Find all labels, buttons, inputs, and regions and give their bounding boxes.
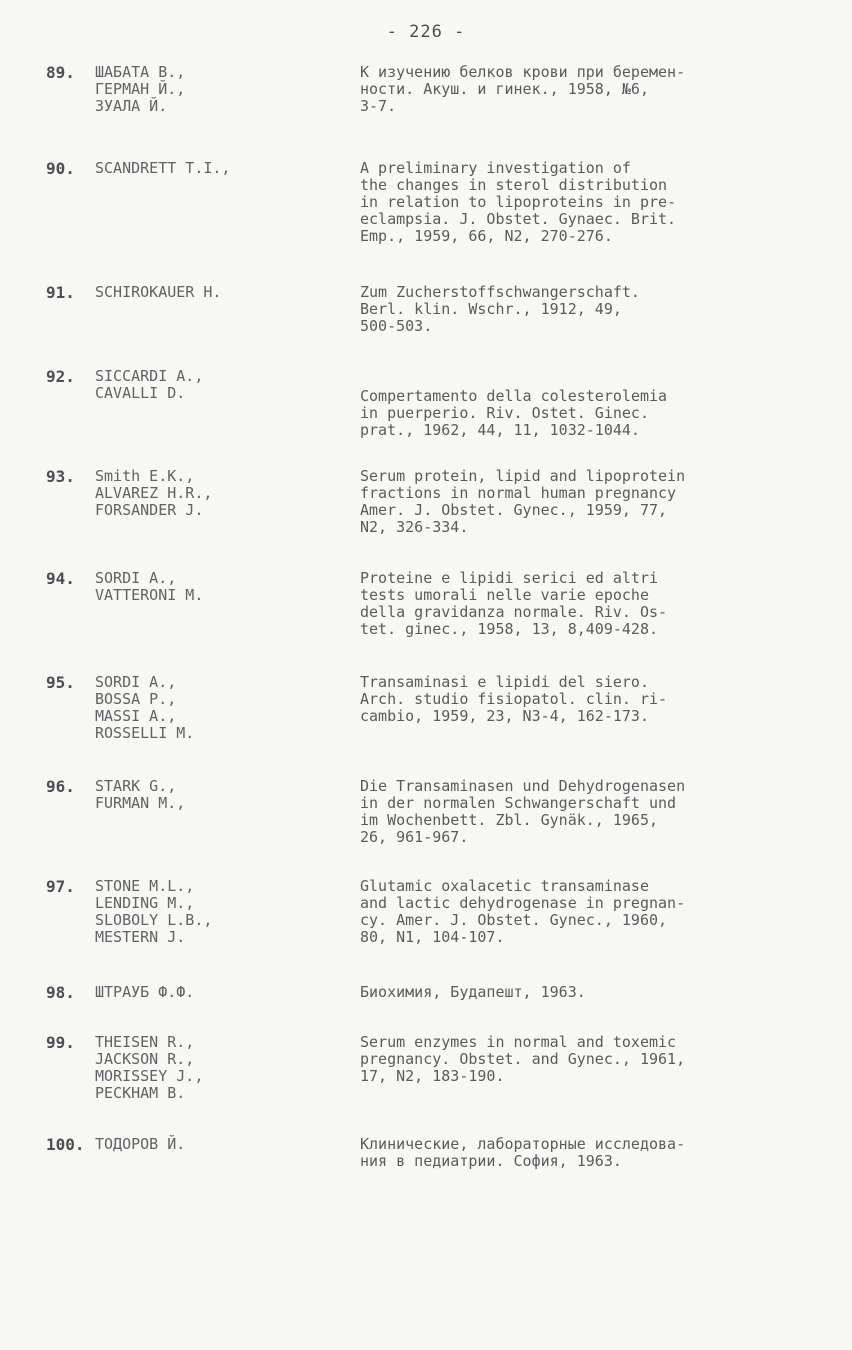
entry-number: 98. [46,983,75,1002]
author-line: ALVAREZ H.R., [95,484,213,502]
citation-line: tet. ginec., 1958, 13, 8,409-428. [360,620,659,638]
citation-line: Glutamic oxalacetic transaminase [360,877,649,895]
author-line: ГЕРМАН Й., [95,80,186,98]
citation-line: 500-503. [360,317,433,335]
entry-citation [360,1136,830,1170]
citation-line: 80, N1, 104-107. [360,928,505,946]
entry-citation [360,1034,830,1085]
entry-authors [95,160,230,177]
citation-line: Клинические, лабораторные исследова- [360,1135,686,1153]
entry-authors [95,984,194,1001]
citation-line: in der normalen Schwangerschaft und [360,794,677,812]
entry-citation [360,388,830,439]
entry-number: 99. [46,1033,75,1052]
author-line: SORDI A., [95,673,177,691]
citation-line: Berl. klin. Wschr., 1912, 49, [360,300,622,318]
author-line: Smith E.K., [95,467,195,485]
author-line: ЗУАЛА Й. [95,97,168,115]
citation-line: 17, N2, 183-190. [360,1067,505,1085]
citation-line: N2, 326-334. [360,518,469,536]
author-line: SCANDRETT T.I., [95,159,231,177]
citation-line: in puerperio. Riv. Ostet. Ginec. [360,404,649,422]
entry-number: 93. [46,467,75,486]
citation-line: fractions in normal human pregnancy [360,484,677,502]
author-line: SCHIROKAUER H. [95,283,222,301]
citation-line: Emp., 1959, 66, N2, 270-276. [360,227,613,245]
page-number: - 226 - [386,22,466,42]
citation-line: eclampsia. J. Obstet. Gynaec. Brit. [360,210,677,228]
citation-line: pregnancy. Obstet. and Gynec., 1961, [360,1050,686,1068]
author-line: ШТРАУБ Ф.Ф. [95,983,195,1001]
citation-line: Serum protein, lipid and lipoprotein [360,467,686,485]
entry-number: 97. [46,877,75,896]
author-line: SORDI A., [95,569,177,587]
entry-authors [95,368,203,402]
author-line: LENDING M., [95,894,195,912]
entry-number: 92. [46,367,75,386]
entry-number: 95. [46,673,75,692]
entry-citation [360,284,830,335]
citation-line: К изучению белков крови при беремен- [360,63,686,81]
entry-authors [95,570,203,604]
citation-line: A preliminary investigation of [360,159,631,177]
author-line: SICCARDI A., [95,367,204,385]
citation-line: ности. Акуш. и гинек., 1958, №6, [360,80,649,98]
author-line: CAVALLI D. [95,384,186,402]
author-line: THEISEN R., [95,1033,195,1051]
entry-number: 89. [46,63,75,82]
citation-line: Compertamento della colesterolemia [360,387,668,405]
citation-line: the changes in sterol distribution [360,176,668,194]
author-line: MESTERN J. [95,928,186,946]
entry-citation [360,674,830,725]
entry-citation [360,468,830,536]
entry-citation [360,878,830,946]
entry-authors [95,1136,185,1153]
entry-number: 96. [46,777,75,796]
author-line: ТОДОРОВ Й. [95,1135,186,1153]
citation-line: 26, 961-967. [360,828,469,846]
author-line: PECKHAM B. [95,1084,186,1102]
citation-line: Amer. J. Obstet. Gynec., 1959, 77, [360,501,668,519]
entry-number: 90. [46,159,75,178]
author-line: STONE M.L., [95,877,195,895]
citation-line: cy. Amer. J. Obstet. Gynec., 1960, [360,911,668,929]
author-line: BOSSA P., [95,690,177,708]
entry-authors [95,64,185,115]
citation-line: Serum enzymes in normal and toxemic [360,1033,677,1051]
citation-line: Zum Zucherstoffschwangerschaft. [360,283,640,301]
entry-authors [95,1034,203,1102]
entry-authors [95,284,221,301]
citation-line: Биохимия, Будапешт, 1963. [360,983,586,1001]
entry-number: 94. [46,569,75,588]
entry-authors [95,468,212,519]
author-line: ROSSELLI M. [95,724,195,742]
citation-line: and lactic dehydrogenase in pregnan- [360,894,686,912]
author-line: VATTERONI M. [95,586,204,604]
author-line: ШАБАТА В., [95,63,186,81]
entry-number: 91. [46,283,75,302]
entry-authors [95,778,185,812]
citation-line: in relation to lipoproteins in pre- [360,193,677,211]
citation-line: im Wochenbett. Zbl. Gynäk., 1965, [360,811,659,829]
author-line: MASSI A., [95,707,177,725]
citation-line: cambio, 1959, 23, N3-4, 162-173. [360,707,649,725]
citation-line: della gravidanza normale. Riv. Os- [360,603,668,621]
citation-line: Arch. studio fisiopatol. clin. ri- [360,690,668,708]
entry-citation [360,570,830,638]
author-line: FORSANDER J. [95,501,204,519]
entry-citation [360,160,830,245]
citation-line: Transaminasi e lipidi del siero. [360,673,649,691]
entry-citation [360,778,830,846]
citation-line: tests umorali nelle varie epoche [360,586,649,604]
citation-line: prat., 1962, 44, 11, 1032-1044. [360,421,640,439]
citation-line: Proteine e lipidi serici ed altri [360,569,659,587]
author-line: FURMAN M., [95,794,186,812]
author-line: STARK G., [95,777,177,795]
author-line: JACKSON R., [95,1050,195,1068]
citation-line: ния в педиатрии. София, 1963. [360,1152,622,1170]
citation-line: 3-7. [360,97,397,115]
entry-citation [360,984,830,1001]
entry-number: 100. [46,1135,85,1154]
entry-authors [95,674,194,742]
author-line: SLOBOLY L.B., [95,911,213,929]
author-line: MORISSEY J., [95,1067,204,1085]
citation-line: Die Transaminasen und Dehydrogenasen [360,777,686,795]
entry-citation [360,64,830,115]
entry-authors [95,878,212,946]
